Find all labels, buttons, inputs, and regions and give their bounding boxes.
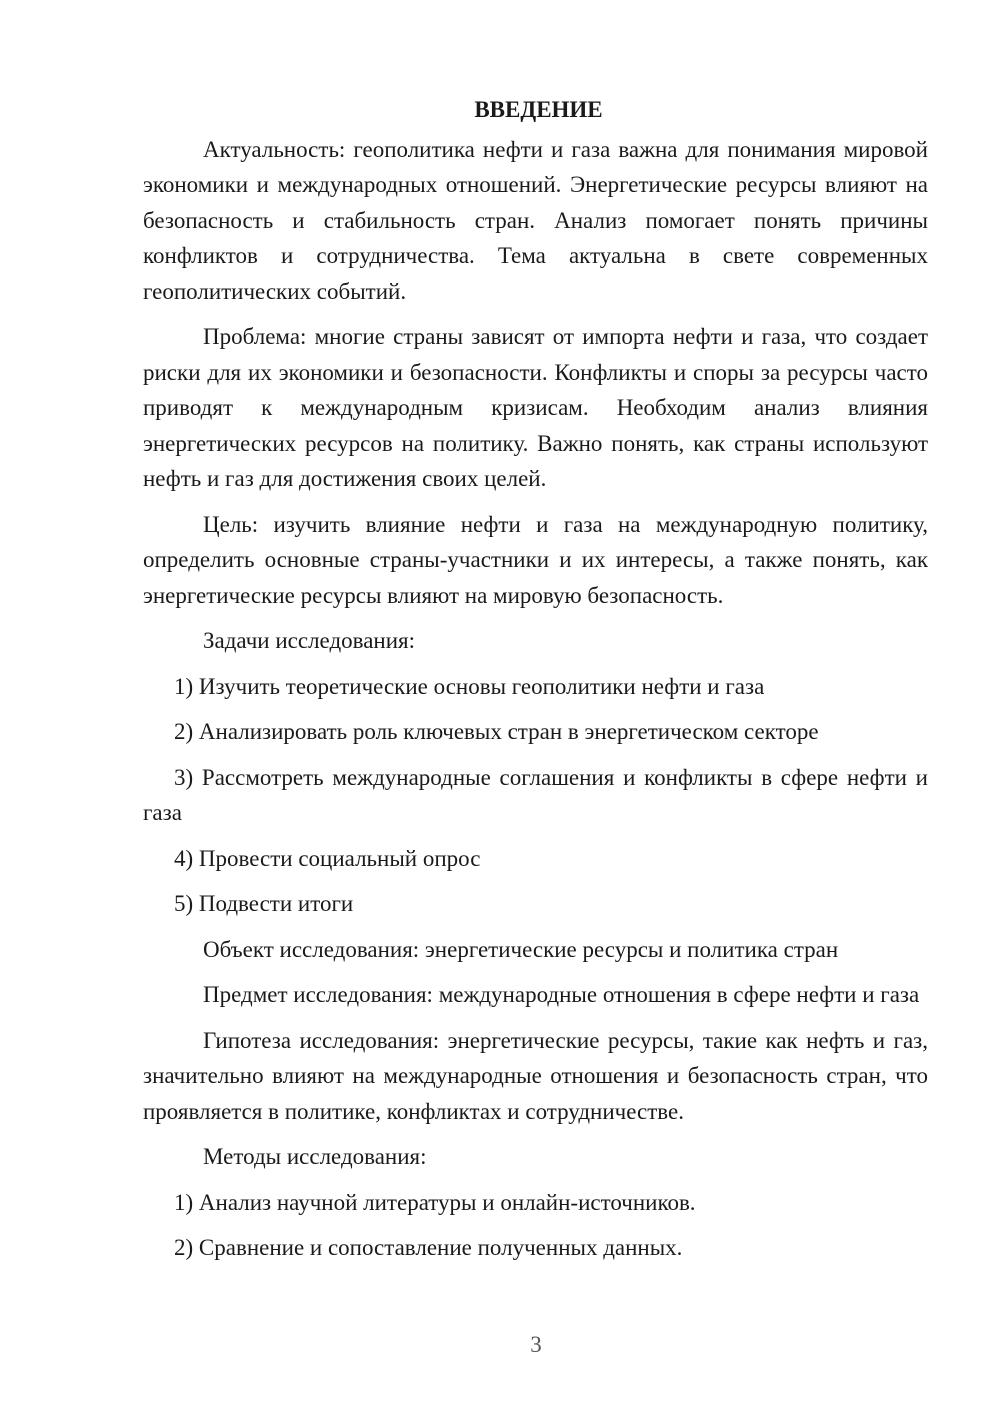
relevance-paragraph: Актуальность: геополитика нефти и газа важна для понимания мировой экономики и международных отношений. Энергетические ресурсы влияют на безопасность и стабильность стран. Анализ помогает понять причины конфликтов и сотрудничества. Тема актуальна в свете современных геополитических событий. xyxy=(143,136,928,304)
page-number: 3 xyxy=(530,1332,542,1357)
tasks-heading: Задачи исследования: xyxy=(203,628,416,653)
hypothesis-paragraph: Гипотеза исследования: энергетические ресурсы, такие как нефть и газ, значительно влияют на международные отношения и безопасность стран, что проявляется в политике, конфликтах и сотрудничестве. xyxy=(143,1027,928,1124)
task-item-5: 5) Подвести итоги xyxy=(174,891,354,916)
page-body xyxy=(143,92,928,1266)
subject-paragraph: Предмет исследования: международные отношения в сфере нефти и газа xyxy=(203,982,920,1007)
goal-paragraph: Цель: изучить влияние нефти и газа на международную политику, определить основные страны-участники и их интересы, а также понять, как энергетические ресурсы влияют на мировую безопасность. xyxy=(143,511,928,608)
problem-paragraph: Проблема: многие страны зависят от импорта нефти и газа, что создает риски для их экономики и безопасности. Конфликты и споры за ресурсы часто приводят к международным кризисам. Необходим анализ влияния энергетических ресурсов на политику. Важно понять, как страны используют нефть и газ для достижения своих целей. xyxy=(143,324,928,491)
methods-heading: Методы исследования: xyxy=(203,1144,427,1169)
task-item-2: 2) Анализировать роль ключевых стран в энергетическом секторе xyxy=(174,719,819,744)
method-item-2: 2) Сравнение и сопоставление полученных данных. xyxy=(174,1235,683,1260)
object-paragraph: Объект исследования: энергетические ресурсы и политика стран xyxy=(203,936,839,962)
task-item-4: 4) Провести социальный опрос xyxy=(174,845,481,871)
task-item-3: 3) Рассмотреть международные соглашения и конфликты в сфере нефти и газа xyxy=(143,764,928,825)
task-item-1: 1) Изучить теоретические основы геополитики нефти и газа xyxy=(174,673,765,699)
page-title: ВВЕДЕНИЕ xyxy=(474,97,603,122)
method-item-1: 1) Анализ научной литературы и онлайн-источников. xyxy=(174,1189,696,1215)
